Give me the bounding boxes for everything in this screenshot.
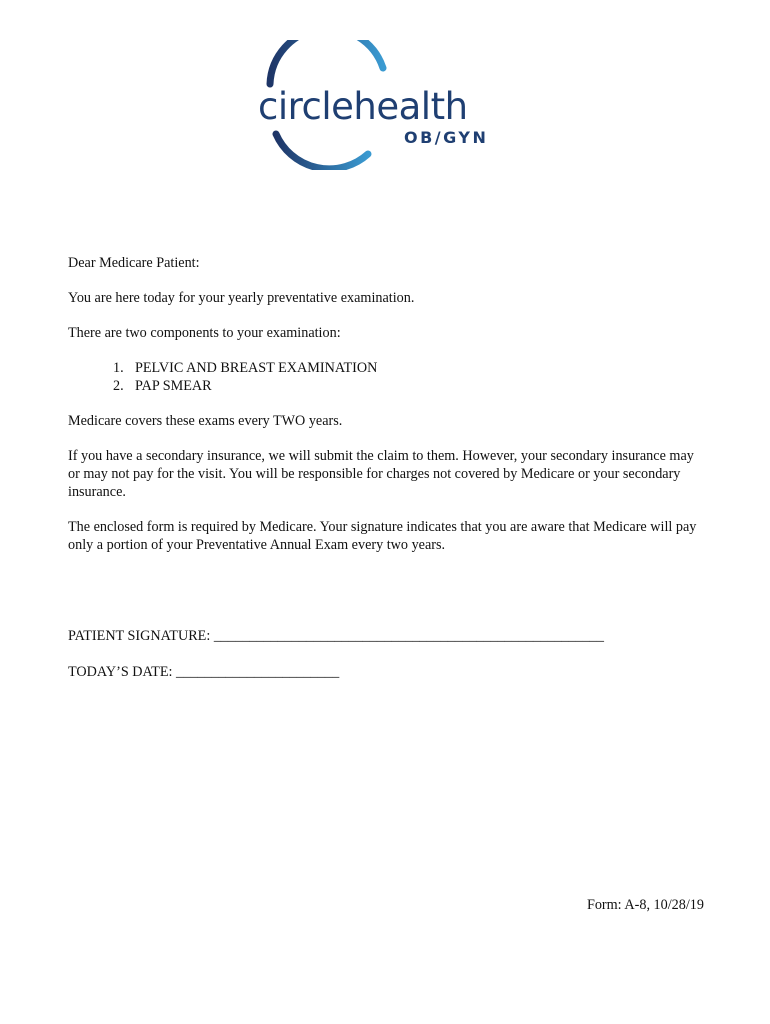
intro-paragraph: You are here today for your yearly preventative examination. xyxy=(68,290,415,306)
list-item xyxy=(113,377,708,395)
salutation: Dear Medicare Patient: xyxy=(68,255,200,271)
patient-signature-row xyxy=(68,627,708,645)
form-note-paragraph: The enclosed form is required by Medicare. Your signature indicates that you are aware that Medicare will pay only a portion of your Preventative Annual Exam every two years. xyxy=(68,519,697,553)
components-intro: There are two components to your examination: xyxy=(68,325,341,341)
logo-brand-health: health xyxy=(353,85,468,128)
list-item-number: 2. xyxy=(113,378,124,394)
todays-date-line[interactable]: _______________________ xyxy=(176,664,340,680)
svg-text:circlehealth xyxy=(258,85,468,128)
secondary-insurance-paragraph: If you have a secondary insurance, we will submit the claim to them. However, your secondary insurance may or may not pay for the visit. You will be responsible for charges not covered by Medicare or your secondary insurance. xyxy=(68,448,694,500)
signature-block xyxy=(68,627,708,699)
patient-signature-label: PATIENT SIGNATURE: xyxy=(68,628,211,644)
logo-brand-circle: circle xyxy=(258,85,354,128)
list-item-number: 1. xyxy=(113,360,124,376)
logo-top-arc-icon xyxy=(270,40,383,84)
list-item-text: PELVIC AND BREAST EXAMINATION xyxy=(135,360,378,376)
circlehealth-logo xyxy=(250,40,520,170)
todays-date-row xyxy=(68,663,708,681)
coverage-paragraph: Medicare covers these exams every TWO years. xyxy=(68,413,343,429)
components-list xyxy=(68,359,708,395)
letter-body xyxy=(68,254,708,571)
form-id: Form: A-8, 10/28/19 xyxy=(586,897,704,913)
list-item-text: PAP SMEAR xyxy=(135,378,212,394)
logo-department: OB/GYN xyxy=(404,128,489,147)
todays-date-label: TODAY’S DATE: xyxy=(68,664,173,680)
list-item xyxy=(113,359,708,377)
logo-bottom-arc-icon xyxy=(276,134,368,169)
circlehealth-logo-mark xyxy=(250,40,520,170)
patient-signature-line[interactable]: _______________________________________________________ xyxy=(213,628,604,644)
